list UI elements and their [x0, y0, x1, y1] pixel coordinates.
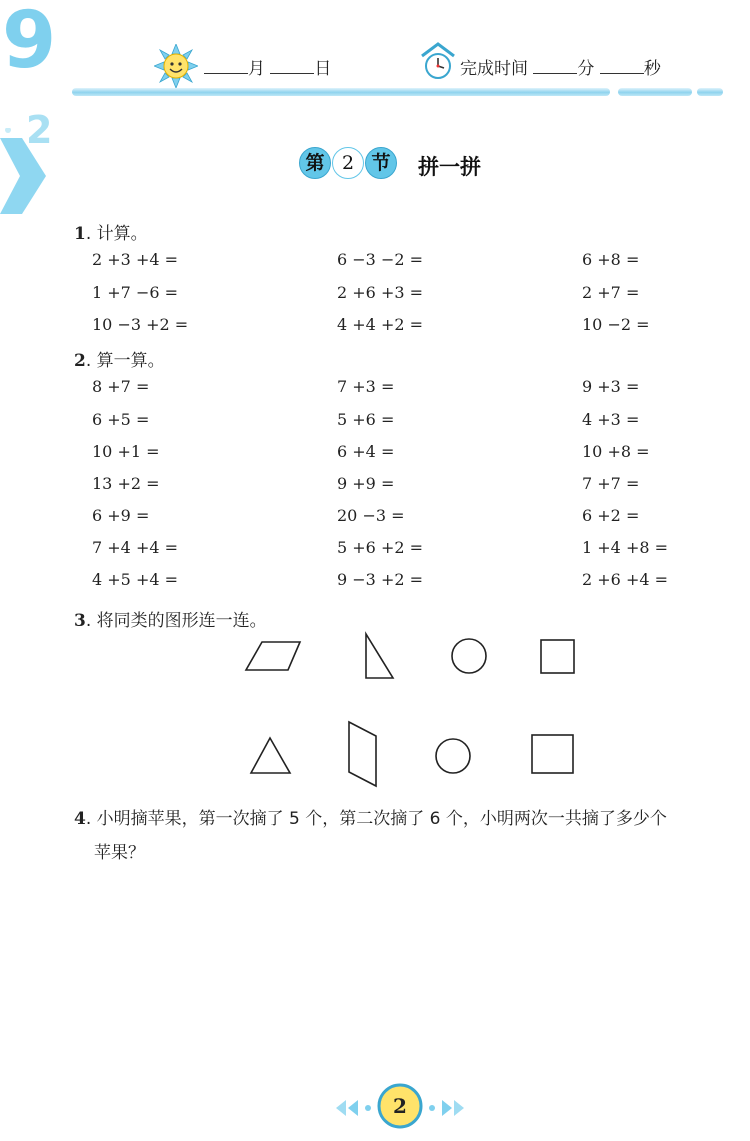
equation[interactable]: 1 +7 −6 = — [92, 283, 179, 302]
month-label: 月 — [248, 59, 265, 79]
equation[interactable]: 7 +4 +4 = — [92, 538, 179, 557]
question-number: 4 — [74, 809, 86, 829]
section-number-badge: 2 — [332, 147, 364, 179]
equation[interactable]: 9 −3 +2 = — [337, 570, 424, 589]
page-number-badge — [377, 1083, 423, 1129]
equation[interactable]: 5 +6 +2 = — [337, 538, 424, 557]
question-title: 算一算。 — [96, 351, 165, 371]
equation[interactable]: 2 +6 +3 = — [337, 283, 424, 302]
equation[interactable]: 1 +4 +8 = — [582, 538, 669, 557]
equation[interactable]: 13 +2 = — [92, 474, 160, 493]
equation[interactable]: 4 +3 = — [582, 410, 640, 429]
equation[interactable]: 10 −3 +2 = — [92, 315, 189, 334]
section-title: 拼一拼 — [418, 155, 481, 179]
equation[interactable]: 4 +4 +2 = — [337, 315, 424, 334]
equation[interactable]: 5 +6 = — [337, 410, 395, 429]
equation[interactable]: 4 +5 +4 = — [92, 570, 179, 589]
circle-shape[interactable] — [452, 639, 486, 673]
seconds-label: 秒 — [643, 59, 661, 79]
equation[interactable]: 6 +2 = — [582, 506, 640, 525]
equation[interactable]: 6 −3 −2 = — [337, 250, 424, 269]
right-triangle-shape[interactable] — [366, 634, 393, 678]
equation[interactable]: 7 +3 = — [337, 377, 395, 396]
question-4 — [74, 802, 724, 870]
question-1-heading: 1. 计算。 — [74, 224, 148, 244]
parallelogram-shape[interactable] — [349, 722, 376, 786]
question-4-line-1: 4. 小明摘苹果，第一次摘了 5 个，第二次摘了 6 个，小明两次一共摘了多少个 — [74, 809, 667, 829]
square-shape[interactable] — [532, 735, 573, 773]
equation[interactable]: 6 +4 = — [337, 442, 395, 461]
page-decoration-right — [426, 1098, 474, 1118]
parallelogram-shape[interactable] — [246, 642, 300, 670]
equation[interactable]: 6 +8 = — [582, 250, 640, 269]
equation[interactable]: 9 +9 = — [337, 474, 395, 493]
equation[interactable]: 2 +7 = — [582, 283, 640, 302]
equation[interactable]: 6 +5 = — [92, 410, 150, 429]
section-suffix-badge: 节 — [365, 147, 397, 179]
equation[interactable]: 6 +9 = — [92, 506, 150, 525]
question-2-heading: 2. 算一算。 — [74, 351, 165, 371]
question-3-heading: 3. 将同类的图形连一连。 — [74, 611, 267, 631]
question-number: 2 — [74, 351, 86, 371]
question-number: 3 — [74, 611, 86, 631]
section-prefix-badge: 第 — [299, 147, 331, 179]
completion-time-label: 完成时间 — [460, 59, 528, 79]
question-number: 1 — [74, 224, 86, 244]
decorative-two: 2 — [26, 108, 53, 152]
decorative-nine: 9 — [2, 0, 53, 86]
circle-shape[interactable] — [436, 739, 470, 773]
triangle-shape[interactable] — [251, 738, 290, 773]
question-title: 将同类的图形连一连。 — [96, 611, 267, 631]
equation[interactable]: 7 +7 = — [582, 474, 640, 493]
page-decoration-left — [326, 1098, 374, 1118]
equation[interactable]: 9 +3 = — [582, 377, 640, 396]
equation[interactable]: 2 +6 +4 = — [582, 570, 669, 589]
equation[interactable]: 20 −3 = — [337, 506, 405, 525]
question-4-line-2: 苹果？ — [94, 843, 145, 863]
equation[interactable]: 8 +7 = — [92, 377, 150, 396]
equation[interactable]: 10 +8 = — [582, 442, 650, 461]
equation[interactable]: 10 −2 = — [582, 315, 650, 334]
minutes-label: 分 — [577, 59, 595, 79]
equation[interactable]: 2 +3 +4 = — [92, 250, 179, 269]
page-number: 2 — [393, 1094, 407, 1118]
question-title: 计算。 — [96, 224, 148, 244]
question-text: 小明摘苹果，第一次摘了 5 个，第二次摘了 6 个，小明两次一共摘了多少个 — [96, 809, 667, 829]
day-label: 日 — [314, 59, 332, 79]
square-shape[interactable] — [541, 640, 574, 673]
equation[interactable]: 10 +1 = — [92, 442, 160, 461]
